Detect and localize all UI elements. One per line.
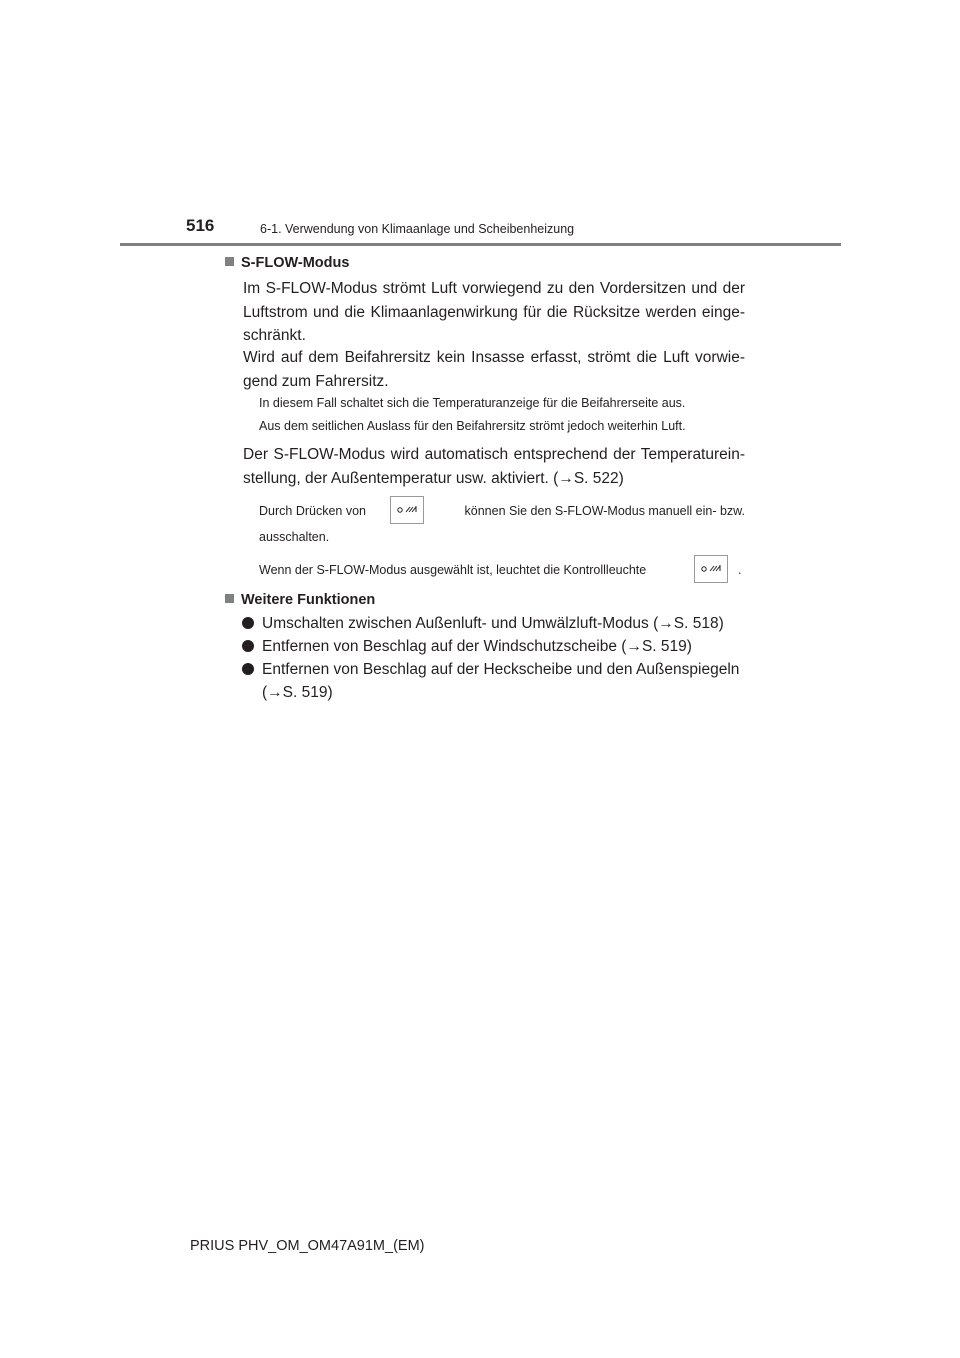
bullet-dot-icon [242,617,254,629]
section-heading-s-flow: S-FLOW-Modus [225,255,349,271]
page-number: 516 [186,216,215,235]
document-code: PRIUS PHV_OM_OM47A91M_(EM) [190,1238,425,1254]
list-item: Entfernen von Beschlag auf der Heckscheibe und den Außenspiegeln (→S. 519) [241,658,761,704]
note: ausschalten. [259,530,330,544]
note: Durch Drücken von können Sie den S-FLOW-Modus manuell ein- bzw. [259,504,745,518]
paragraph: Der S-FLOW-Modus wird automatisch entsprechend der Temperaturein-stellung, der Außentemperatur usw. aktiviert. (→S. 522) [243,446,745,487]
note: Aus dem seitlichen Auslass für den Beifahrersitz strömt jedoch weiterhin Luft. [259,419,686,433]
list-item: Umschalten zwischen Außenluft- und Umwälzluft-Modus (→S. 518) [241,612,761,635]
square-bullet-icon [225,257,234,266]
s-flow-icon [390,496,424,524]
header-divider [120,243,841,246]
paragraph: Wird auf dem Beifahrersitz kein Insasse erfasst, strömt die Luft vorwie-gend zum Fahrersitz. [243,349,745,390]
s-flow-indicator-icon [694,555,728,583]
section-heading-weitere-funktionen: Weitere Funktionen [225,592,375,608]
bullet-dot-icon [242,640,254,652]
note: Wenn der S-FLOW-Modus ausgewählt ist, leuchtet die Kontrollleuchte [259,563,647,577]
list-item: Entfernen von Beschlag auf der Windschutzscheibe (→S. 519) [241,635,761,658]
square-bullet-icon [225,594,234,603]
chapter-title: 6-1. Verwendung von Klimaanlage und Scheibenheizung [260,222,575,236]
paragraph: Im S-FLOW-Modus strömt Luft vorwiegend zu den Vordersitzen und der Luftstrom und die Klimaanlagenwirkung für die Rücksitze werden einge-schränkt. [243,280,745,344]
bullet-list [241,612,761,704]
note-period: . [738,563,742,577]
bullet-dot-icon [242,663,254,675]
note: In diesem Fall schaltet sich die Temperaturanzeige für die Beifahrerseite aus. [259,396,686,410]
